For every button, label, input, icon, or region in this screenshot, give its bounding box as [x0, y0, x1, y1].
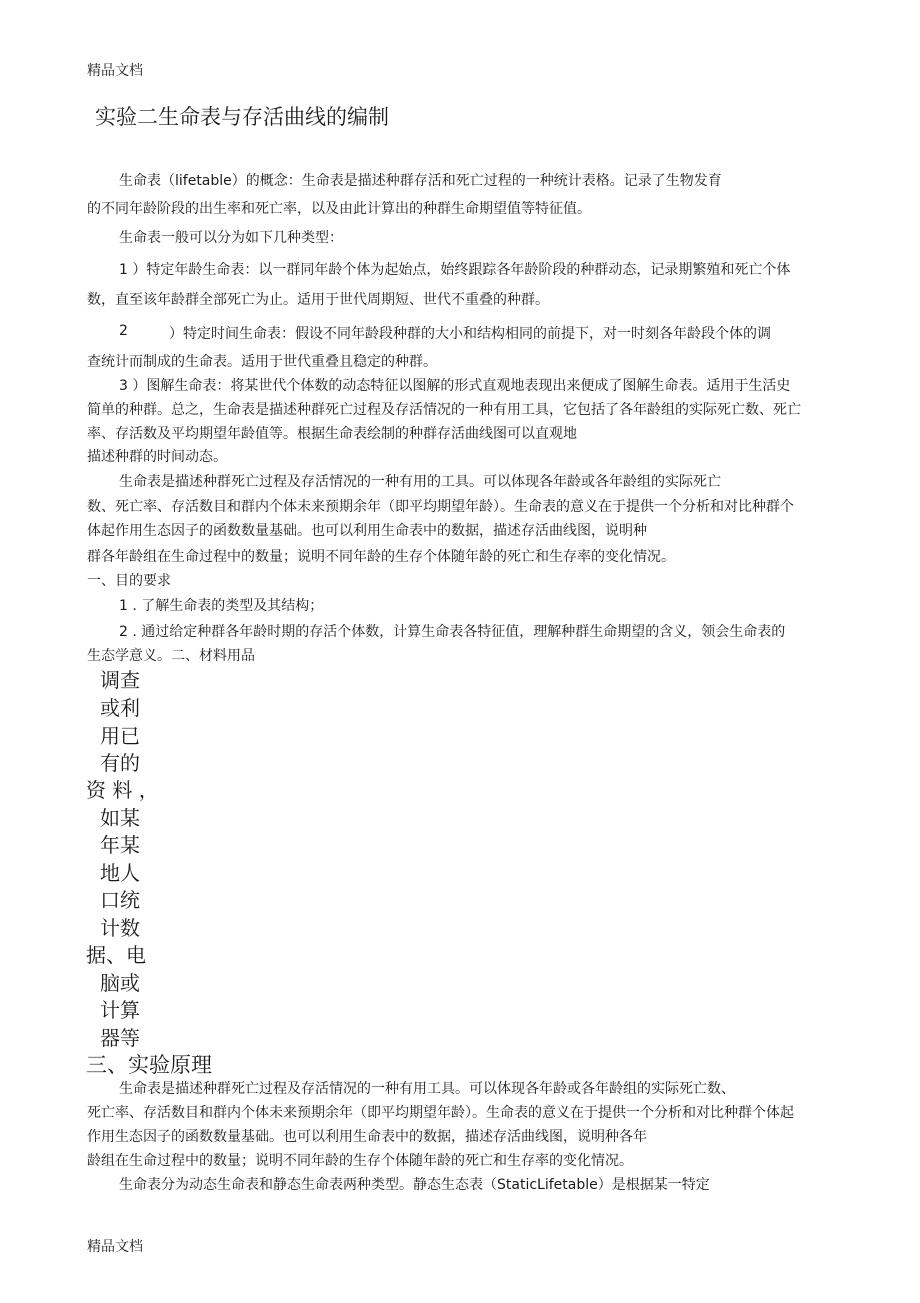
intro-line-3: 生命表一般可以分为如下几种类型： — [119, 230, 343, 246]
materials-line: 资 料 ， — [86, 778, 159, 802]
materials-line: 地人 — [100, 861, 140, 885]
section-1-item-1: 1 . 了解生命表的类型及其结构； — [119, 598, 324, 614]
materials-line: 计数 — [100, 916, 140, 940]
materials-line: 口统 — [100, 888, 140, 912]
summary-line-1: 生命表是描述种群死亡过程及存活情况的一种有用的工具。可以体现各年龄或各年龄组的实际死亡 — [119, 474, 721, 490]
materials-line: 有的 — [100, 751, 140, 775]
section-3-line-5: 生命表分为动态生命表和静态生命表两种类型。静态生态表（StaticLifetable）是根据某一特定 — [119, 1177, 710, 1193]
type-3-line-3: 率、存活数及平均期望年龄值等。根据生命表绘制的种群存活曲线图可以直观地 — [87, 426, 577, 442]
section-3-heading: 三、实验原理 — [86, 1053, 212, 1077]
materials-line: 或利 — [100, 696, 140, 720]
static-lifetable-term: StaticLifetable — [497, 1177, 598, 1193]
intro-line-1: 生命表（lifetable）的概念：生命表是描述种群存活和死亡过程的一种统计表格。记录了生物发育 — [119, 173, 722, 189]
materials-line: 调查 — [100, 668, 140, 692]
type-1-line-1: 1 ）特定年龄生命表：以一群同年龄个体为起始点，始终跟踪各年龄阶段的种群动态，记录期繁殖和死亡个体 — [119, 262, 791, 278]
type-3-line-2: 简单的种群。总之，生命表是描述种群死亡过程及存活情况的一种有用工具，它包括了各年龄组的实际死亡数、死亡 — [87, 402, 801, 418]
materials-line: 年某 — [100, 833, 140, 857]
materials-line: 如某 — [100, 806, 140, 830]
summary-line-3: 体起作用生态因子的函数数量基础。也可以利用生命表中的数据，描述存活曲线图，说明种 — [87, 523, 647, 539]
section-3-line-3: 作用生态因子的函数数量基础。也可以利用生命表中的数据，描述存活曲线图，说明种各年 — [87, 1129, 647, 1145]
section-3-line-1: 生命表是描述种群死亡过程及存活情况的一种有用工具。可以体现各年龄或各年龄组的实际死亡数、 — [119, 1081, 735, 1097]
section-3-line-2: 死亡率、存活数目和群内个体未来预期余年（即平均期望年龄）。生命表的意义在于提供一个分析和对比种群个体起 — [87, 1105, 794, 1121]
page-title: 实验二生命表与存活曲线的编制 — [95, 105, 389, 129]
materials-line: 器等 — [100, 1026, 140, 1050]
page-footer: 精品文档 — [87, 1239, 143, 1255]
summary-line-2: 数、死亡率、存活数目和群内个体未来预期余年（即平均期望年龄）。生命表的意义在于提供一个分析和对比种群个 — [87, 499, 794, 515]
type-2-line-2: 查统计而制成的生命表。适用于世代重叠且稳定的种群。 — [87, 354, 437, 370]
type-1-line-2: 数，直至该年龄群全部死亡为止。适用于世代周期短、世代不重叠的种群。 — [87, 292, 549, 308]
materials-line: 脑或 — [100, 971, 140, 995]
lifetable-term: lifetable — [175, 173, 232, 189]
section-1-item-2-cont: 生态学意义。二、材料用品 — [87, 648, 255, 664]
type-2-number: 2 — [119, 323, 128, 339]
summary-line-4: 群各年龄组在生命过程中的数量；说明不同年龄的生存个体随年龄的死亡和生存率的变化情况。 — [87, 549, 675, 565]
type-3-line-1: 3 ）图解生命表：将某世代个体数的动态特征以图解的形式直观地表现出来便成了图解生命表。适用于生活史 — [119, 378, 791, 394]
type-2-line-1: ）特定时间生命表：假设不同年龄段种群的大小和结构相同的前提下，对一时刻各年龄段个体的调 — [169, 326, 771, 342]
section-1-item-2: 2 . 通过给定种群各年龄时期的存活个体数，计算生命表各特征值，理解种群生命期望的含义，领会生命表的 — [119, 624, 786, 640]
materials-line: 据、电 — [86, 943, 146, 967]
type-3-line-4: 描述种群的时间动态。 — [87, 449, 227, 465]
materials-line: 计算 — [100, 998, 140, 1022]
section-3-line-4: 龄组在生命过程中的数量；说明不同年龄的生存个体随年龄的死亡和生存率的变化情况。 — [87, 1153, 633, 1169]
section-1-heading: 一、目的要求 — [87, 573, 171, 589]
materials-line: 用已 — [100, 724, 140, 748]
intro-line-2: 的不同年龄阶段的出生率和死亡率，以及由此计算出的种群生命期望值等特征值。 — [87, 201, 591, 217]
page-header: 精品文档 — [87, 63, 143, 79]
